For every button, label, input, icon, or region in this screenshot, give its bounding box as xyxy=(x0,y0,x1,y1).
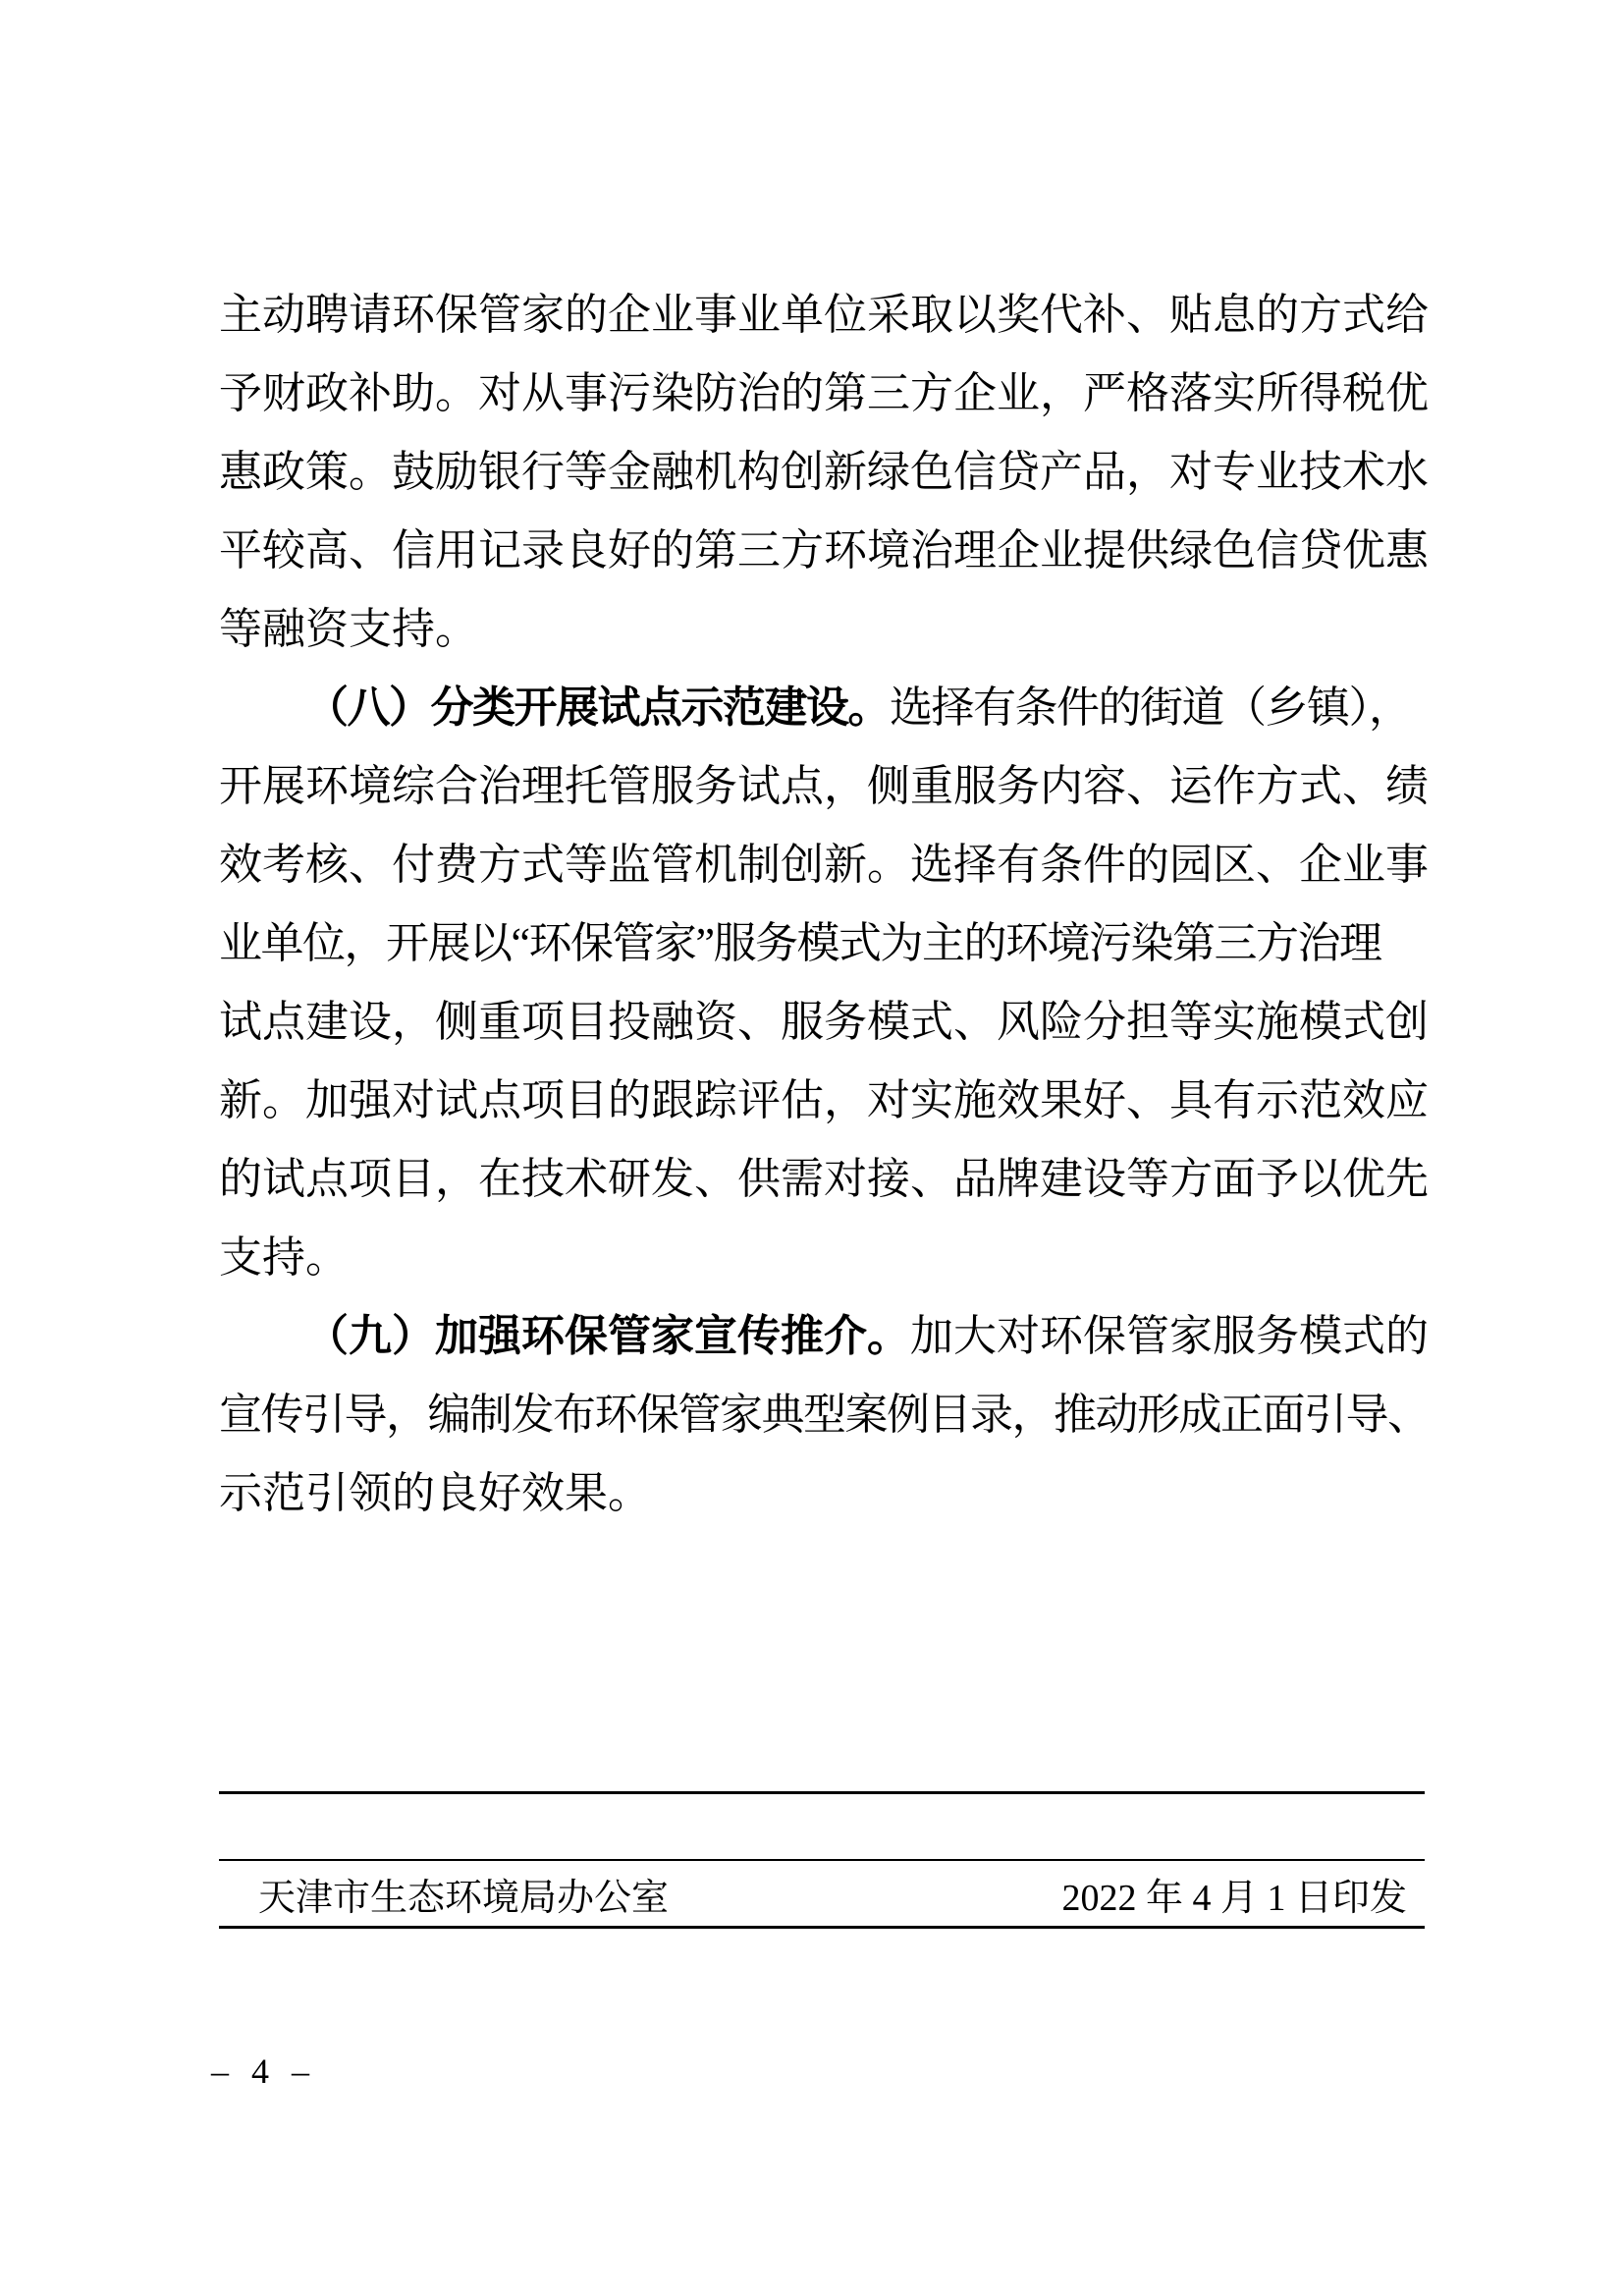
line-text: 效考核、付费方式等监管机制创新。选择有条件的园区、企业事 xyxy=(219,841,1429,889)
body-text-line xyxy=(219,1062,1430,1140)
line-text: 试点建设，侧重项目投融资、服务模式、风险分担等实施模式创 xyxy=(219,998,1429,1046)
body-text-line xyxy=(219,983,1430,1062)
line-text: 惠政策。鼓励银行等金融机构创新绿色信贷产品，对专业技术水 xyxy=(219,448,1429,496)
body-text-line xyxy=(219,826,1430,904)
footer-office-name: 天津市生态环境局办公室 xyxy=(258,1877,670,1919)
line-text: 新。加强对试点项目的跟踪评估，对实施效果好、具有示范效应 xyxy=(219,1076,1429,1124)
body-text-line xyxy=(219,1140,1430,1219)
line-text: 平较高、信用记录良好的第三方环境治理企业提供绿色信贷优惠 xyxy=(219,526,1429,574)
paragraph-heading-bold: （八）分类开展试点示范建设。 xyxy=(305,683,890,732)
line-text: 等融资支持。 xyxy=(219,605,478,653)
body-text-line xyxy=(219,276,1430,355)
document-body xyxy=(219,276,1430,1533)
body-text-line xyxy=(219,1297,1430,1376)
body-text-line xyxy=(219,669,1430,747)
body-text-line xyxy=(219,747,1430,826)
body-text-line xyxy=(219,355,1430,433)
line-text: 予财政补助。对从事污染防治的第三方企业，严格落实所得税优 xyxy=(219,369,1429,417)
body-text-line xyxy=(219,1376,1430,1454)
paragraph-heading-bold: （九）加强环保管家宣传推介。 xyxy=(305,1312,910,1360)
line-text: 的试点项目，在技术研发、供需对接、品牌建设等方面予以优先 xyxy=(219,1155,1429,1203)
footer-rule-top xyxy=(219,1791,1425,1794)
body-text-line xyxy=(219,1454,1430,1533)
line-text: 示范引领的良好效果。 xyxy=(219,1469,651,1517)
line-text: 支持。 xyxy=(219,1233,349,1282)
line-text: 宣传引导，编制发布环保管家典型案例目录，推动形成正面引导、 xyxy=(219,1391,1430,1439)
body-text-line xyxy=(219,904,1430,983)
line-text: 主动聘请环保管家的企业事业单位采取以奖代补、贴息的方式给 xyxy=(219,291,1429,339)
body-text-line xyxy=(219,590,1430,669)
body-text-line xyxy=(219,512,1430,590)
line-text: 开展环境综合治理托管服务试点，侧重服务内容、运作方式、绩 xyxy=(219,762,1429,810)
body-text-line xyxy=(219,433,1430,512)
line-text: 选择有条件的街道（乡镇）， xyxy=(890,683,1411,732)
line-text: 加大对环保管家服务模式的 xyxy=(910,1312,1429,1360)
footer-rule-bottom xyxy=(219,1926,1425,1929)
line-text: 业单位，开展以“环保管家”服务模式为主的环境污染第三方治理 xyxy=(219,919,1381,967)
footer-row xyxy=(219,1861,1425,1926)
body-text-line xyxy=(219,1219,1430,1297)
footer-print-date: 2022 年 4 月 1 日印发 xyxy=(1061,1877,1407,1919)
page-number: – 4 – xyxy=(211,2051,316,2091)
